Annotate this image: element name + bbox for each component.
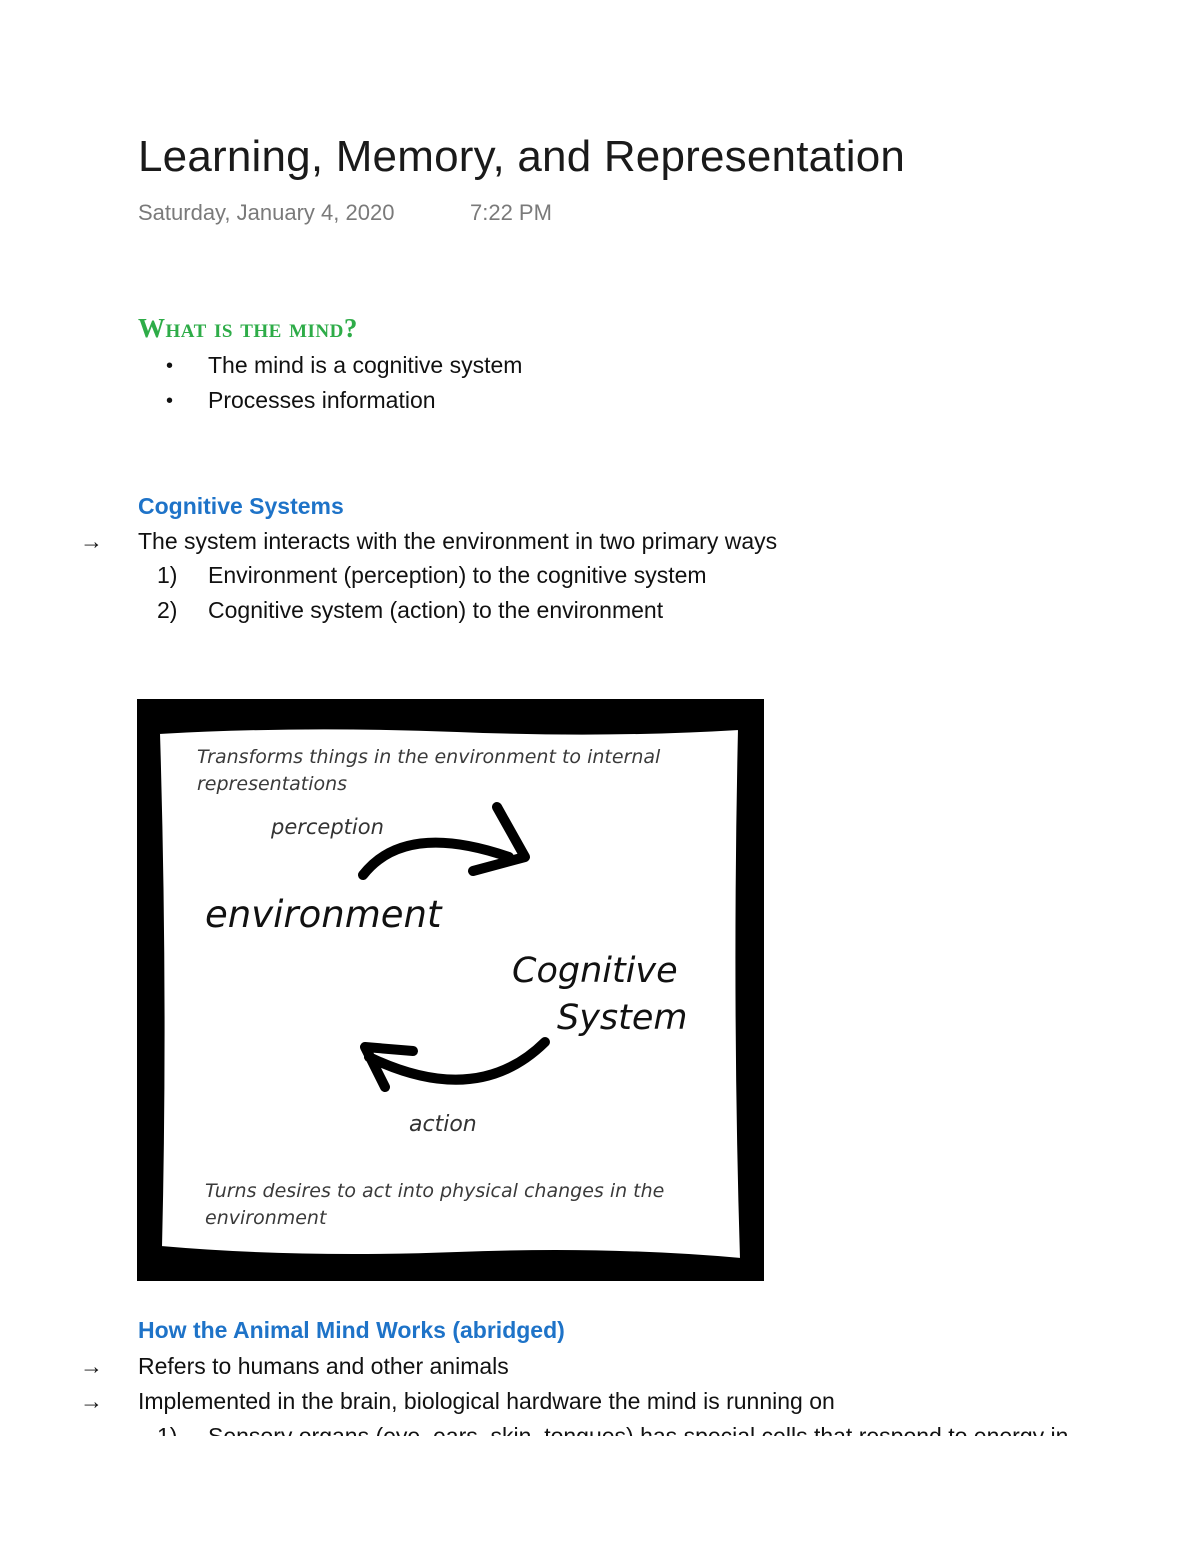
system-label-line2: System xyxy=(557,998,688,1038)
environment-label: environment xyxy=(205,893,442,936)
perception-label: perception xyxy=(271,815,384,839)
section-heading-mind: What is the mind? xyxy=(138,313,358,343)
arrow-marker: → xyxy=(80,1353,103,1379)
page-time: 7:22 PM xyxy=(470,200,552,225)
top-caption-line1: Transforms things in the environment to internal xyxy=(197,746,661,768)
arrow-marker: → xyxy=(80,528,103,554)
arrow-item: The system interacts with the environment in two primary ways xyxy=(138,528,778,554)
bullet-marker: • xyxy=(166,355,174,377)
bullet-item: The mind is a cognitive system xyxy=(208,352,523,378)
arrow-item: Implemented in the brain, biological hardware the mind is running on xyxy=(138,1388,835,1414)
bullet-item: Processes information xyxy=(208,387,436,413)
page-date: Saturday, January 4, 2020 xyxy=(138,200,395,225)
bottom-caption-line2: environment xyxy=(205,1207,327,1229)
top-caption-line2: representations xyxy=(197,773,348,795)
bullet-marker: • xyxy=(166,390,174,412)
section-heading-cognitive-systems: Cognitive Systems xyxy=(138,493,344,519)
arrow-marker: → xyxy=(80,1388,103,1414)
action-label: action xyxy=(409,1112,477,1137)
section-heading-animal-mind: How the Animal Mind Works (abridged) xyxy=(138,1317,565,1343)
number-marker: 1) xyxy=(157,562,178,588)
system-label-line1: Cognitive xyxy=(512,951,678,991)
arrow-item: Refers to humans and other animals xyxy=(138,1353,509,1379)
numbered-item: Cognitive system (action) to the environment xyxy=(208,597,664,623)
page-title: Learning, Memory, and Representation xyxy=(138,132,906,181)
page-bottom-blank xyxy=(0,1436,1200,1553)
cognitive-system-diagram xyxy=(137,699,764,1281)
number-marker: 2) xyxy=(157,597,178,623)
numbered-item: Environment (perception) to the cognitive system xyxy=(208,562,707,588)
bottom-caption-line1: Turns desires to act into physical changes in the xyxy=(205,1180,665,1202)
